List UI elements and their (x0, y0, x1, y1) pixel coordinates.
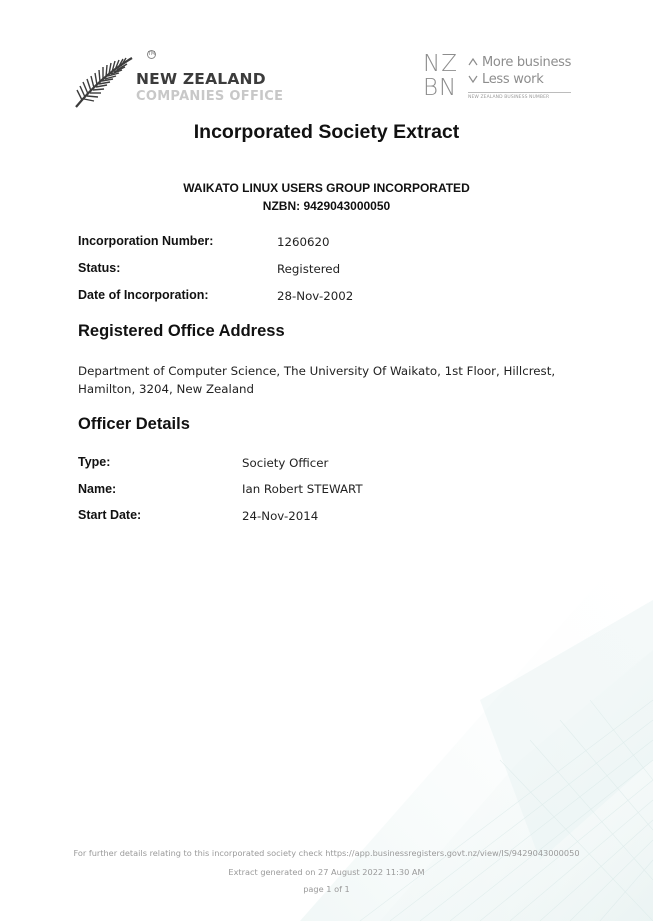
registered-office-heading: Registered Office Address (78, 322, 285, 340)
date-of-incorporation-value: 28-Nov-2002 (277, 289, 354, 303)
address-line-2: Hamilton, 3204, New Zealand (78, 382, 255, 396)
officer-details-heading: Officer Details (78, 415, 190, 433)
footer-details-link[interactable]: For further details relating to this incorporated society check https://app.businessregisters.govt.nz/view/IS/9429043000050 (73, 848, 580, 858)
footer-page-number: page 1 of 1 (303, 884, 350, 894)
address-line-1: Department of Computer Science, The University Of Waikato, 1st Floor, Hillcrest, (78, 364, 556, 378)
officer-type-label: Type: (78, 455, 111, 469)
logo-line-new-zealand: NEW ZEALAND (136, 70, 266, 88)
nzbn-letters-top: NZ (423, 51, 458, 77)
document-title: Incorporated Society Extract (193, 121, 460, 143)
date-of-incorporation-label: Date of Incorporation: (78, 288, 209, 302)
nzbn-slogan-line1: More business (482, 55, 572, 70)
nzbn-letters (423, 52, 465, 100)
officer-start-date-value: 24-Nov-2014 (242, 509, 319, 523)
officer-name-label: Name: (78, 482, 117, 496)
entity-name: WAIKATO LINUX USERS GROUP INCORPORATED (183, 181, 470, 195)
logo-line-companies-office: COMPANIES OFFICE (136, 89, 284, 104)
chevron-up-icon (468, 57, 478, 67)
footer-generated-date: Extract generated on 27 August 2022 11:30 AM (228, 867, 425, 877)
trademark-symbol: TM (148, 51, 156, 57)
nzbn-logo (423, 51, 583, 106)
registered-office-address (78, 362, 578, 398)
chevron-down-icon (468, 74, 478, 84)
incorporation-number-label: Incorporation Number: (78, 234, 214, 248)
nzbn-divider (468, 92, 571, 93)
nzbn-letters-bottom: BN (423, 75, 458, 101)
status-value: Registered (277, 262, 341, 276)
incorporation-number-value: 1260620 (277, 235, 330, 249)
officer-name-value: Ian Robert STEWART (242, 482, 363, 496)
officer-start-date-label: Start Date: (78, 508, 142, 522)
nzbn-slogan-line2: Less work (482, 72, 544, 87)
officer-type-value: Society Officer (242, 456, 329, 470)
companies-office-logo (74, 48, 284, 108)
silver-fern-icon (74, 52, 134, 108)
nzbn-subtitle: NEW ZEALAND BUSINESS NUMBER (468, 95, 550, 100)
entity-nzbn: NZBN: 9429043000050 (262, 199, 391, 213)
status-label: Status: (78, 261, 121, 275)
